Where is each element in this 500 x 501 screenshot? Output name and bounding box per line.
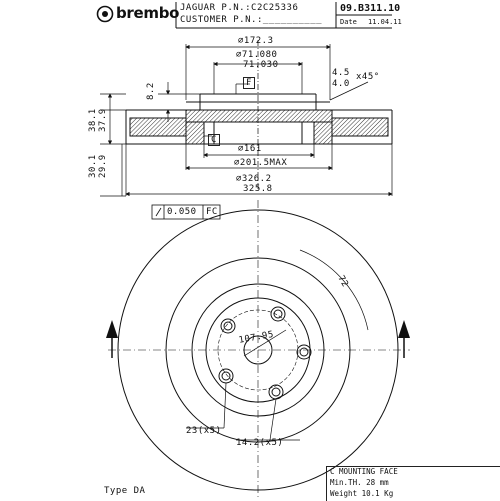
tolerance-reference: FC	[206, 207, 218, 217]
hole-spec-23: 23(x5)	[186, 426, 222, 436]
brand-name: brembo	[116, 4, 180, 22]
dim-8-2: 8.2	[146, 82, 156, 100]
dim-326-2: ⌀326.2	[236, 174, 272, 184]
dim-71-030: 71.030	[243, 60, 279, 70]
date-value: 11.04.11	[368, 18, 402, 26]
hole-spec-14-2: 14.2(x5)	[236, 438, 284, 448]
part-number: 09.B311.10	[340, 3, 401, 14]
disc-front-view	[108, 200, 410, 500]
dim-38-1: 38.1	[88, 108, 98, 132]
weight: Weight 10.1 Kg	[330, 489, 394, 498]
bolt-holes	[219, 307, 311, 399]
dim-30-1: 30.1	[88, 154, 98, 178]
type-label: Type DA	[104, 486, 146, 496]
dim-172-3: ⌀172.3	[238, 36, 274, 46]
chamfer-spec: 4.5 4.0	[332, 68, 350, 89]
min-thickness: Min.TH. 28 mm	[330, 478, 389, 487]
dim-37-9: 37.9	[98, 108, 108, 132]
dim-71-080: ⌀71.080	[236, 50, 278, 60]
date-label: Date	[340, 18, 357, 26]
dim-325-8: 325.8	[243, 184, 273, 194]
oem-part-number: JAGUAR P.N.:C2C25336	[180, 3, 299, 13]
customer-part-number: CUSTOMER P.N.:__________	[180, 15, 323, 25]
angle-72	[300, 250, 368, 330]
datum-c-flag: C	[208, 134, 220, 146]
mounting-face-label: C MOUNTING FACE	[330, 467, 398, 476]
angle-72-label: 72	[335, 274, 350, 290]
tolerance-value: 0.050	[167, 207, 197, 217]
header-frame	[176, 2, 392, 28]
chamfer-angle: x45°	[356, 72, 380, 82]
dim-29-9: 29.9	[98, 154, 108, 178]
dim-201-5: ⌀201.5MAX	[234, 158, 288, 168]
pcd-label: 107.95	[238, 329, 275, 346]
dim-161: ⌀161	[238, 144, 262, 154]
datum-f-flag: F	[243, 77, 255, 89]
